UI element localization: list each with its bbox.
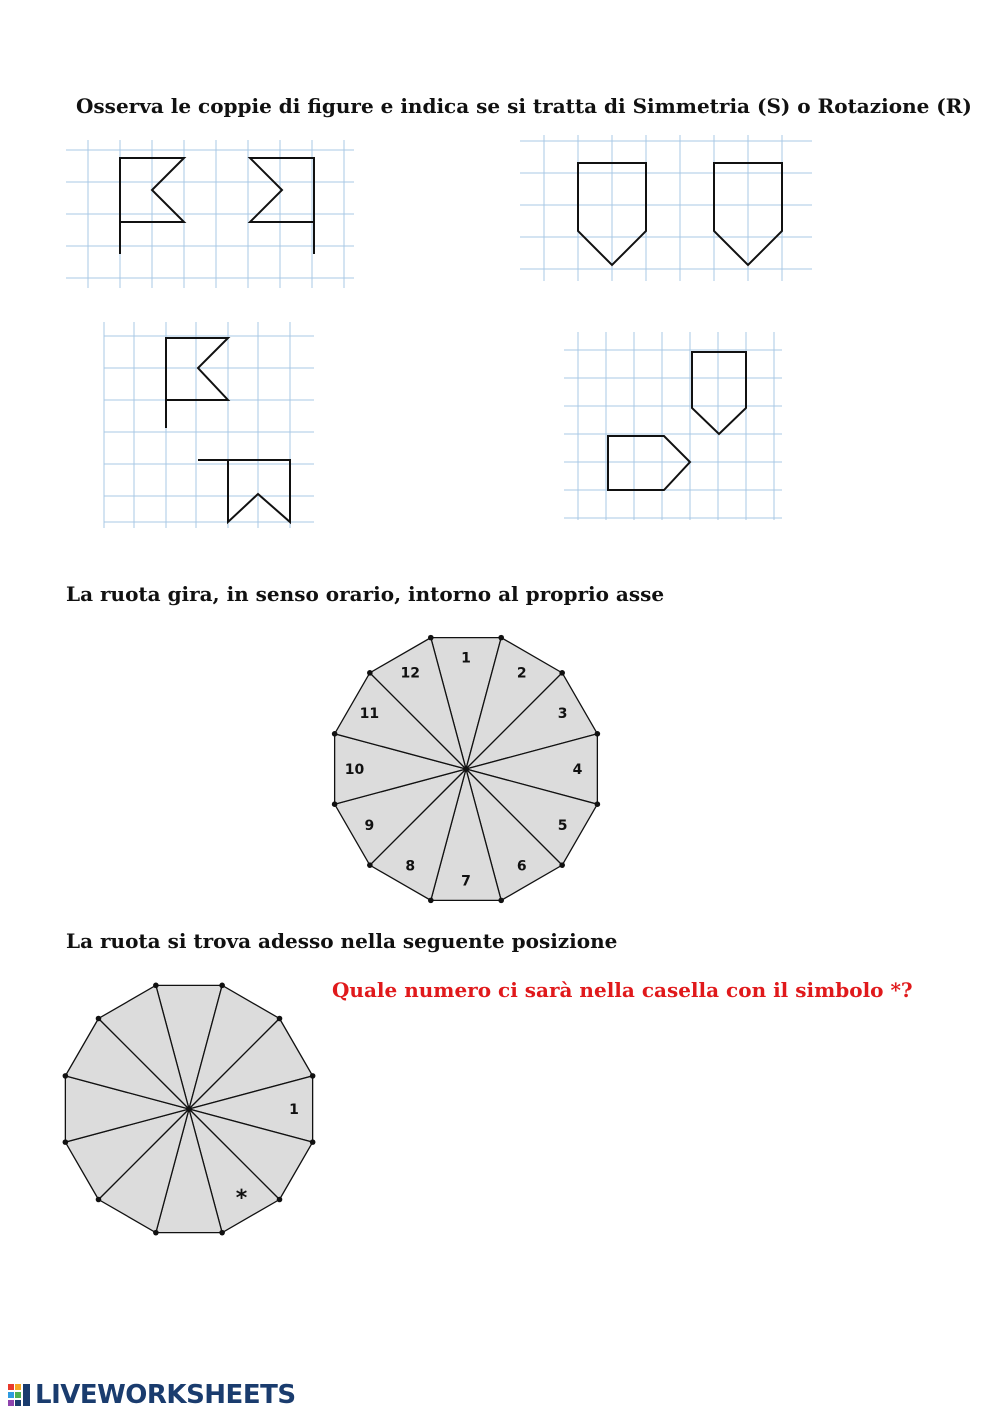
position-heading: La ruota si trova adesso nella seguente posizione: [66, 929, 618, 953]
wheel1-vertex: [595, 731, 601, 737]
wheel2-vertex: [153, 983, 159, 989]
wheel-label-10: 10: [344, 762, 365, 778]
wheel1-vertex: [498, 635, 504, 641]
wheel1-vertex: [332, 801, 338, 807]
wheel-label-5: 5: [557, 817, 568, 834]
figure-pair-3[interactable]: [104, 322, 316, 530]
shield-d: [608, 436, 690, 490]
wheel2-vertex: [153, 1230, 159, 1236]
flag-c: [166, 338, 228, 428]
flag-d: [198, 460, 290, 522]
wheel2-vertex: [96, 1197, 102, 1203]
wheel-label-11: 11: [359, 706, 380, 723]
wheel2-vertex: [219, 1230, 225, 1236]
wheel1-vertex: [559, 862, 565, 868]
wheel1-vertex: [367, 862, 373, 868]
wheel2-vertex: [96, 1016, 102, 1022]
logo-icon: [8, 1380, 32, 1410]
liveworksheets-logo: [8, 1378, 296, 1412]
wheel1-vertex: [498, 898, 504, 904]
wheel2-vertex: [277, 1016, 283, 1022]
wheel1-vertex: [332, 731, 338, 737]
wheel-label-3: 3: [557, 706, 568, 723]
wheel-label-12: 12: [400, 665, 420, 682]
wheel1-hub: [463, 766, 469, 772]
wheel1-vertex: [559, 670, 565, 676]
figure-pair-2[interactable]: [520, 135, 815, 283]
wheel2-vertex: [219, 983, 225, 989]
asterisk-marker: *: [235, 1185, 248, 1211]
flag-b: [250, 158, 314, 254]
grid: [66, 140, 354, 288]
wheel-label-8: 8: [405, 858, 416, 875]
grid: [104, 322, 314, 528]
shield-c: [692, 352, 746, 434]
wheel-label-7: 7: [461, 873, 471, 890]
wheel2-hub: [186, 1106, 192, 1112]
wheel-heading: La ruota gira, in senso orario, intorno al proprio asse: [66, 582, 665, 606]
instruction-text: Osserva le coppie di figure e indica se si tratta di Simmetria (S) o Rotazione (R): [76, 94, 972, 118]
wheel2-vertex: [310, 1139, 316, 1145]
wheel2-vertex: [310, 1073, 316, 1079]
rotated-wheel-label-1: 1: [289, 1102, 299, 1118]
wheel1-vertex: [428, 635, 434, 641]
wheel-label-9: 9: [364, 817, 375, 834]
grid: [564, 332, 782, 520]
wheel1-vertex: [428, 898, 434, 904]
wheel2-vertex: [63, 1073, 69, 1079]
question-text: Quale numero ci sarà nella casella con il simbolo *?: [332, 978, 913, 1002]
wheel2-vertex: [63, 1139, 69, 1145]
wheel1-vertex: [595, 801, 601, 807]
grid: [520, 135, 812, 281]
numbered-wheel: [328, 630, 608, 910]
wheel-label-1: 1: [461, 650, 471, 667]
figure-pair-1[interactable]: [66, 140, 356, 290]
wheel-label-4: 4: [572, 762, 583, 778]
rotated-wheel[interactable]: [56, 976, 322, 1242]
wheel-label-6: 6: [516, 858, 527, 875]
logo-text: LIVEWORKSHEETS: [35, 1380, 296, 1410]
wheel2-vertex: [277, 1197, 283, 1203]
figure-pair-4[interactable]: [564, 332, 784, 522]
wheel-label-2: 2: [516, 665, 527, 682]
wheel1-vertex: [367, 670, 373, 676]
